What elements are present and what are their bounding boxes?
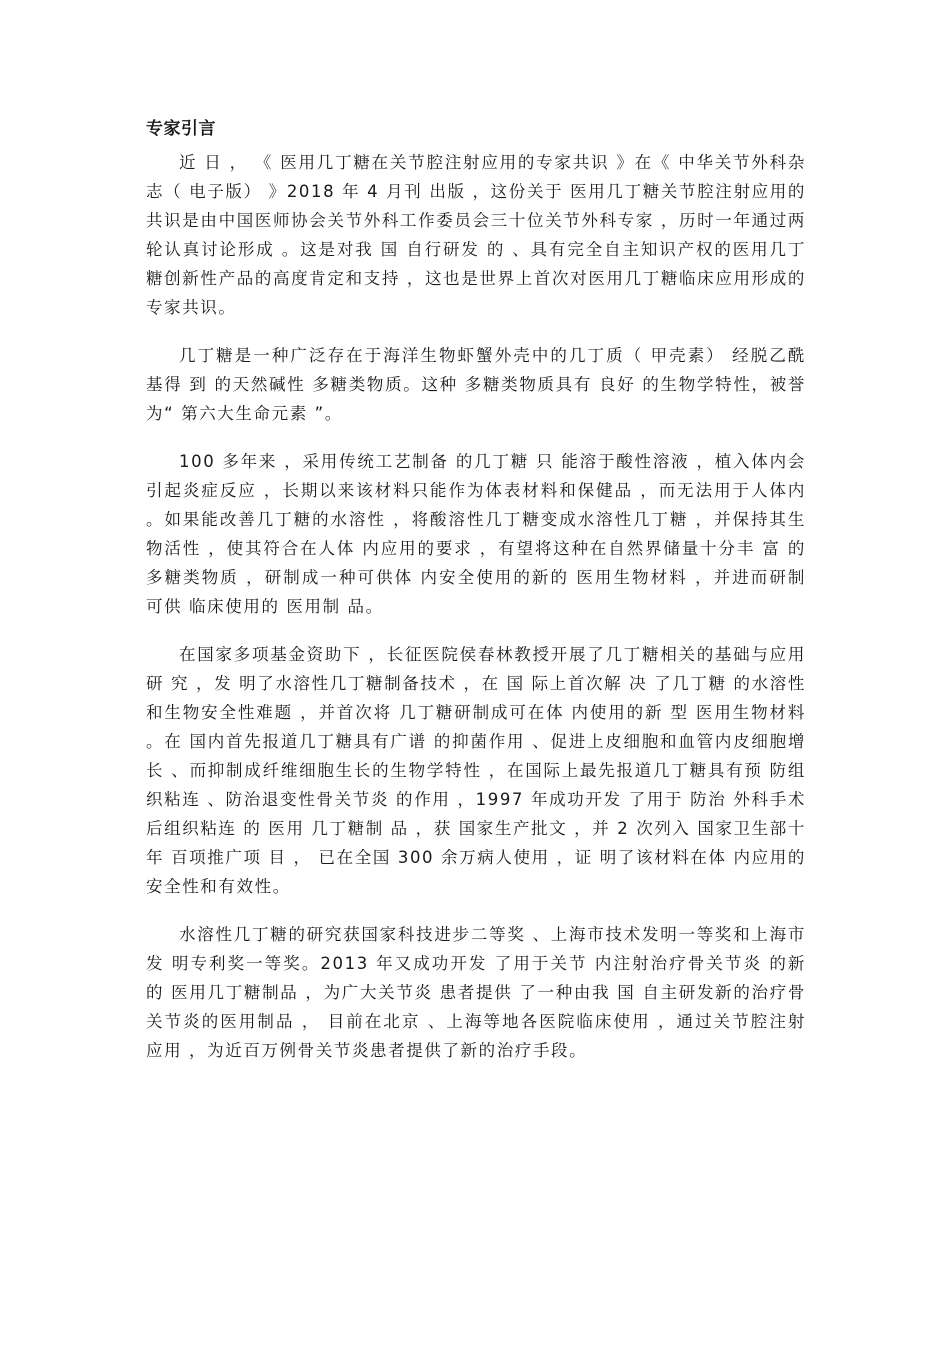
- paragraph-chitosan-definition: 几丁糖是一种广泛存在于海洋生物虾蟹外壳中的几丁质（ 甲壳素） 经脱乙酰基得 到 的天然碱性 多糖类物质。这种 多糖类物质具有 良好 的生物学特性，被誉为“ 第六大生命元素 ”。: [146, 346, 806, 423]
- paragraph-awards: 水溶性几丁糖的研究获国家科技进步二等奖 、上海市技术发明一等奖和上海市发 明专利奖一等奖。2013 年又成功开发 了用于关节 内注射治疗骨关节炎 的新 的 医用几丁糖制品 ，为广大关节炎 患者提供 了一种由我 国 自主研发新的治疗骨关节炎的医用制品 ， 目前在北京 、上海等地各医院临床使用 ，通过关节腔注射应用 ，为近百万例骨关节炎患者提供了新的治疗手段。: [146, 925, 807, 1060]
- paragraph-intro: 近 日 ， 《 医用几丁糖在关节腔注射应用的专家共识 》在《 中华关节外科杂 志（ 电子版） 》2018 年 4 月刊 出版 ，这份关于 医用几丁糖关节腔注射应用的共识是由中国医师协会关节外科工作委员会三十位关节外科专家 ，历时一年通过两轮认真讨论形成 。这是对我 国 自行研发 的 、具有完全自主知识产权的医用几丁糖创新性产品的高度肯定和支持 ，这也是世界上首次对医用几丁糖临床应用形成的专家共识。: [146, 153, 806, 317]
- paragraph-solubility: 100 多年来 ，采用传统工艺制备 的几丁糖 只 能溶于酸性溶液 ，植入体内会引起炎症反应 ，长期以来该材料只能作为体表材料和保健品 ，而无法用于人体内 。如果能改善几丁糖的水溶性 ，将酸溶性几丁糖变成水溶性几丁糖 ，并保持其生物活性 ，使其符合在人体 内应用的要求 ，有望将这种在自然界储量十分丰 富 的 多糖类物质 ，研制成一种可供体 内安全使用的新的 医用生物材料 ，并进而研制可供 临床使用的 医用制 品。: [146, 452, 806, 616]
- paragraph-research: 在国家多项基金资助下 ，长征医院侯春林教授开展了几丁糖相关的基础与应用研 究 ，发 明了水溶性几丁糖制备技术 ，在 国 际上首次解 决 了几丁糖 的水溶性和生物安全性难题 ，并首次将 几丁糖研制成可在体 内使用的新 型 医用生物材料 。在 国内首先报道几丁糖具有广谱 的抑菌作用 、促进上皮细胞和血管内皮细胞增长 、而抑制成纤维细胞生长的生物学特性 ，在国际上最先报道几丁糖具有预 防组织粘连 、防治退变性骨关节炎 的作用 ，1997 年成功开发 了用于 防治 外科手术后组织粘连 的 医用 几丁糖制 品 ，获 国家生产批文 ，并 2 次列入 国家卫生部十年 百项推广项 目 ， 已在全国 300 余万病人使用 ，证 明了该材料在体 内应用的安全性和有效性。: [146, 645, 806, 896]
- document-title: 专家引言: [146, 119, 216, 139]
- document-page: [146, 118, 806, 1084]
